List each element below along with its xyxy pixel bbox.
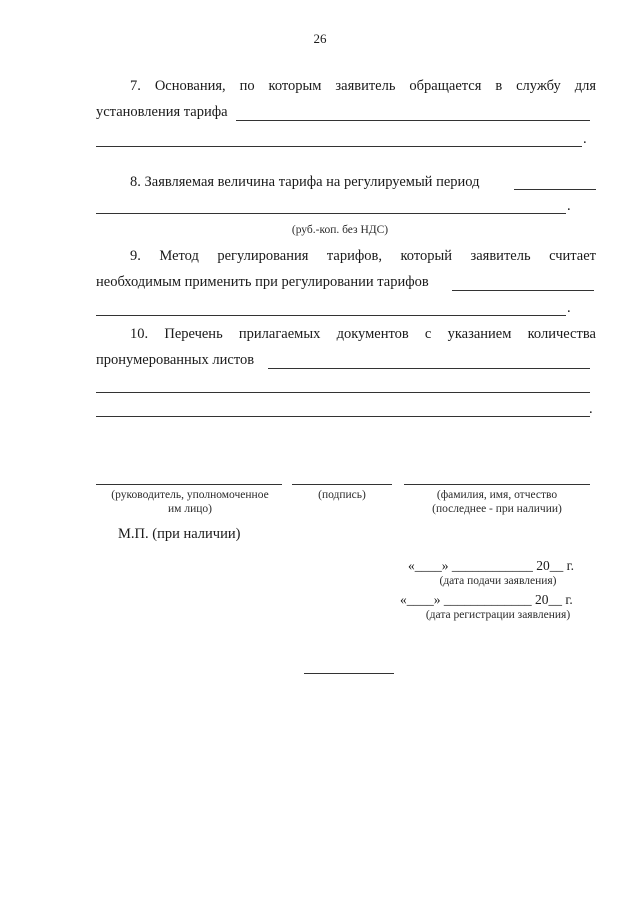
item9-word: 9. (130, 248, 141, 264)
item8-fill-line-2 (96, 213, 566, 214)
stamp-label: М.П. (при наличии) (118, 526, 241, 542)
item10-word: Перечень (164, 326, 223, 342)
item8-line1: 8. Заявляемая величина тарифа на регулируемый период (130, 174, 480, 190)
item8-fill-line-1 (514, 189, 596, 190)
item9-fill-line-1 (452, 290, 594, 291)
end-rule (304, 673, 394, 674)
item10-fill-line-3 (96, 416, 590, 417)
item7-word: для (574, 78, 596, 94)
caption-name-line2: (последнее - при наличии) (432, 503, 562, 515)
item7-word: в (495, 78, 503, 94)
item8-unit-note: (руб.-коп. без НДС) (291, 224, 389, 236)
item7-word: которым (268, 78, 322, 94)
caption-head-line1: (руководитель, уполномоченное (111, 489, 269, 501)
item10-fill-line-2 (96, 392, 590, 393)
item9-word: заявитель (470, 248, 531, 264)
item10-end-dot: . (589, 401, 593, 417)
item7-word: службу (516, 78, 561, 94)
item9-word: считает (549, 248, 596, 264)
caption-head-line2: им лицо) (168, 503, 212, 515)
filing-date-line: «____» ____________ 20__ г. (408, 558, 575, 573)
item9-fill-line-2 (96, 315, 566, 316)
item8-end-dot: . (567, 198, 571, 214)
signature-head-line (96, 484, 282, 485)
item7-end-dot: . (583, 131, 587, 147)
signature-sign-line (292, 484, 392, 485)
item10-word: прилагаемых (238, 326, 321, 342)
item10-word: указанием (447, 326, 512, 342)
item7-word: Основания, (154, 78, 226, 94)
item7-word: 7. (130, 78, 141, 94)
item7-line1 (130, 78, 596, 95)
item10-word: с (424, 326, 432, 342)
item10-line1 (130, 326, 596, 343)
item7-fill-line-1 (236, 120, 590, 121)
item10-fill-line-1 (268, 368, 590, 369)
registration-date-caption: (дата регистрации заявления) (425, 609, 571, 621)
signature-name-line (404, 484, 590, 485)
registration-date-line: «____» _____________ 20__ г. (400, 592, 573, 607)
item7-fill-line-2 (96, 146, 582, 147)
item7-word: обращается (409, 78, 482, 94)
item7-word: по (239, 78, 255, 94)
item7-word: заявитель (335, 78, 396, 94)
item10-line2: пронумерованных листов (96, 352, 255, 368)
item9-word: регулирования (217, 248, 309, 264)
caption-sign: (подпись) (318, 489, 366, 501)
item9-end-dot: . (567, 300, 571, 316)
item10-word: 10. (130, 326, 149, 342)
item9-word: Метод (159, 248, 199, 264)
item9-word: тарифов, (326, 248, 382, 264)
item9-line2: необходимым применить при регулировании тарифов (96, 274, 429, 290)
item7-line2: установления тарифа (96, 104, 228, 120)
filing-date-caption: (дата подачи заявления) (439, 575, 557, 587)
item9-word: который (400, 248, 452, 264)
caption-name-line1: (фамилия, имя, отчество (436, 489, 558, 501)
item9-line1 (130, 248, 596, 265)
item10-word: документов (336, 326, 409, 342)
item10-word: количества (527, 326, 596, 342)
page-number: 26 (313, 31, 327, 46)
